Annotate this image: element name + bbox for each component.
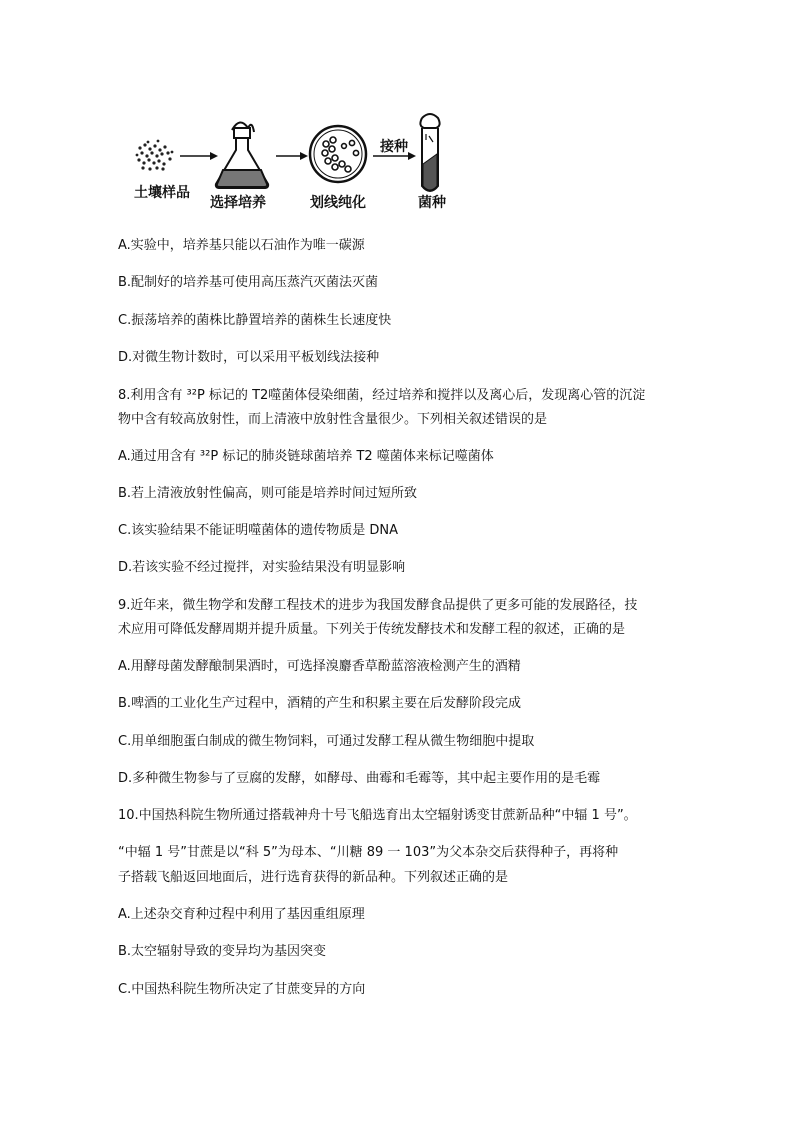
q8-option-c: C.该实验结果不能证明噬菌体的遗传物质是 DNA <box>118 523 398 538</box>
petri-dish-icon <box>310 126 366 182</box>
q9-option-a: A.用酵母菌发酵酿制果酒时，可选择溴麝香草酚蓝溶液检测产生的酒精 <box>118 659 521 674</box>
q7-option-b: B.配制好的培养基可使用高压蒸汽灭菌法灭菌 <box>118 275 379 290</box>
q7-option-d: D.对微生物计数时，可以采用平板划线法接种 <box>118 350 380 365</box>
soil-sample-label: 土壤样品 <box>134 185 190 201</box>
q10-stem-line3: 子搭载飞船返回地面后，进行选育获得的新品种。下列叙述正确的是 <box>118 870 509 885</box>
selective-culture-label: 选择培养 <box>210 195 266 211</box>
q9-option-b: B.啤酒的工业化生产过程中，酒精的产生和积累主要在后发酵阶段完成 <box>118 696 522 711</box>
soil-sample-icon <box>136 140 174 171</box>
q8-stem-line2: 物中含有较高放射性，而上清液中放射性含量很少。下列相关叙述错误的是 <box>118 412 548 427</box>
q9-option-c: C.用单细胞蛋白制成的微生物饲料，可通过发酵工程从微生物细胞中提取 <box>118 734 535 749</box>
q9-stem-line1: 9.近年来，微生物学和发酵工程技术的进步为我国发酵食品提供了更多可能的发展路径，技 <box>118 598 638 613</box>
streak-purification-label: 划线纯化 <box>310 195 366 211</box>
q8-option-b: B.若上清液放射性偏高，则可能是培养时间过短所致 <box>118 486 418 501</box>
q8-option-a: A.通过用含有 ³²P 标记的肺炎链球菌培养 T2 噬菌体来标记噬菌体 <box>118 449 494 464</box>
q9-stem-line2: 术应用可降低发酵周期并提升质量。下列关于传统发酵技术和发酵工程的叙述，正确的是 <box>118 622 626 637</box>
procedure-figure <box>130 108 460 218</box>
q9-option-d: D.多种微生物参与了豆腐的发酵，如酵母、曲霉和毛霉等，其中起主要作用的是毛霉 <box>118 771 601 786</box>
inoculation-label: 接种 <box>380 139 408 155</box>
flask-icon <box>216 122 268 188</box>
q7-option-c: C.振荡培养的菌株比静置培养的菌株生长速度快 <box>118 313 392 328</box>
q10-option-a: A.上述杂交育种过程中利用了基因重组原理 <box>118 907 365 922</box>
q8-option-d: D.若该实验不经过搅拌，对实验结果没有明显影响 <box>118 560 406 575</box>
q10-option-b: B.太空辐射导致的变异均为基因突变 <box>118 944 327 959</box>
test-tube-icon <box>420 114 439 191</box>
strain-label: 菌种 <box>418 195 446 211</box>
q10-stem-line2: “中辐 1 号”甘蔗是以“科 5”为母本、“川糖 89 一 103”为父本杂交后获得种子，再将种 <box>118 845 619 860</box>
q10-stem-line1: 10.中国热科院生物所通过搭载神舟十号飞船选育出太空辐射诱变甘蔗新品种“中辐 1 号”。 <box>118 808 637 823</box>
q10-option-c: C.中国热科院生物所决定了甘蔗变异的方向 <box>118 982 366 997</box>
q7-option-a: A.实验中，培养基只能以石油作为唯一碳源 <box>118 238 365 253</box>
arrow-icon <box>180 152 218 160</box>
arrow-icon <box>276 152 308 160</box>
q8-stem-line1: 8.利用含有 ³²P 标记的 T2噬菌体侵染细菌，经过培养和搅拌以及离心后，发现离心管的沉淀 <box>118 388 646 403</box>
